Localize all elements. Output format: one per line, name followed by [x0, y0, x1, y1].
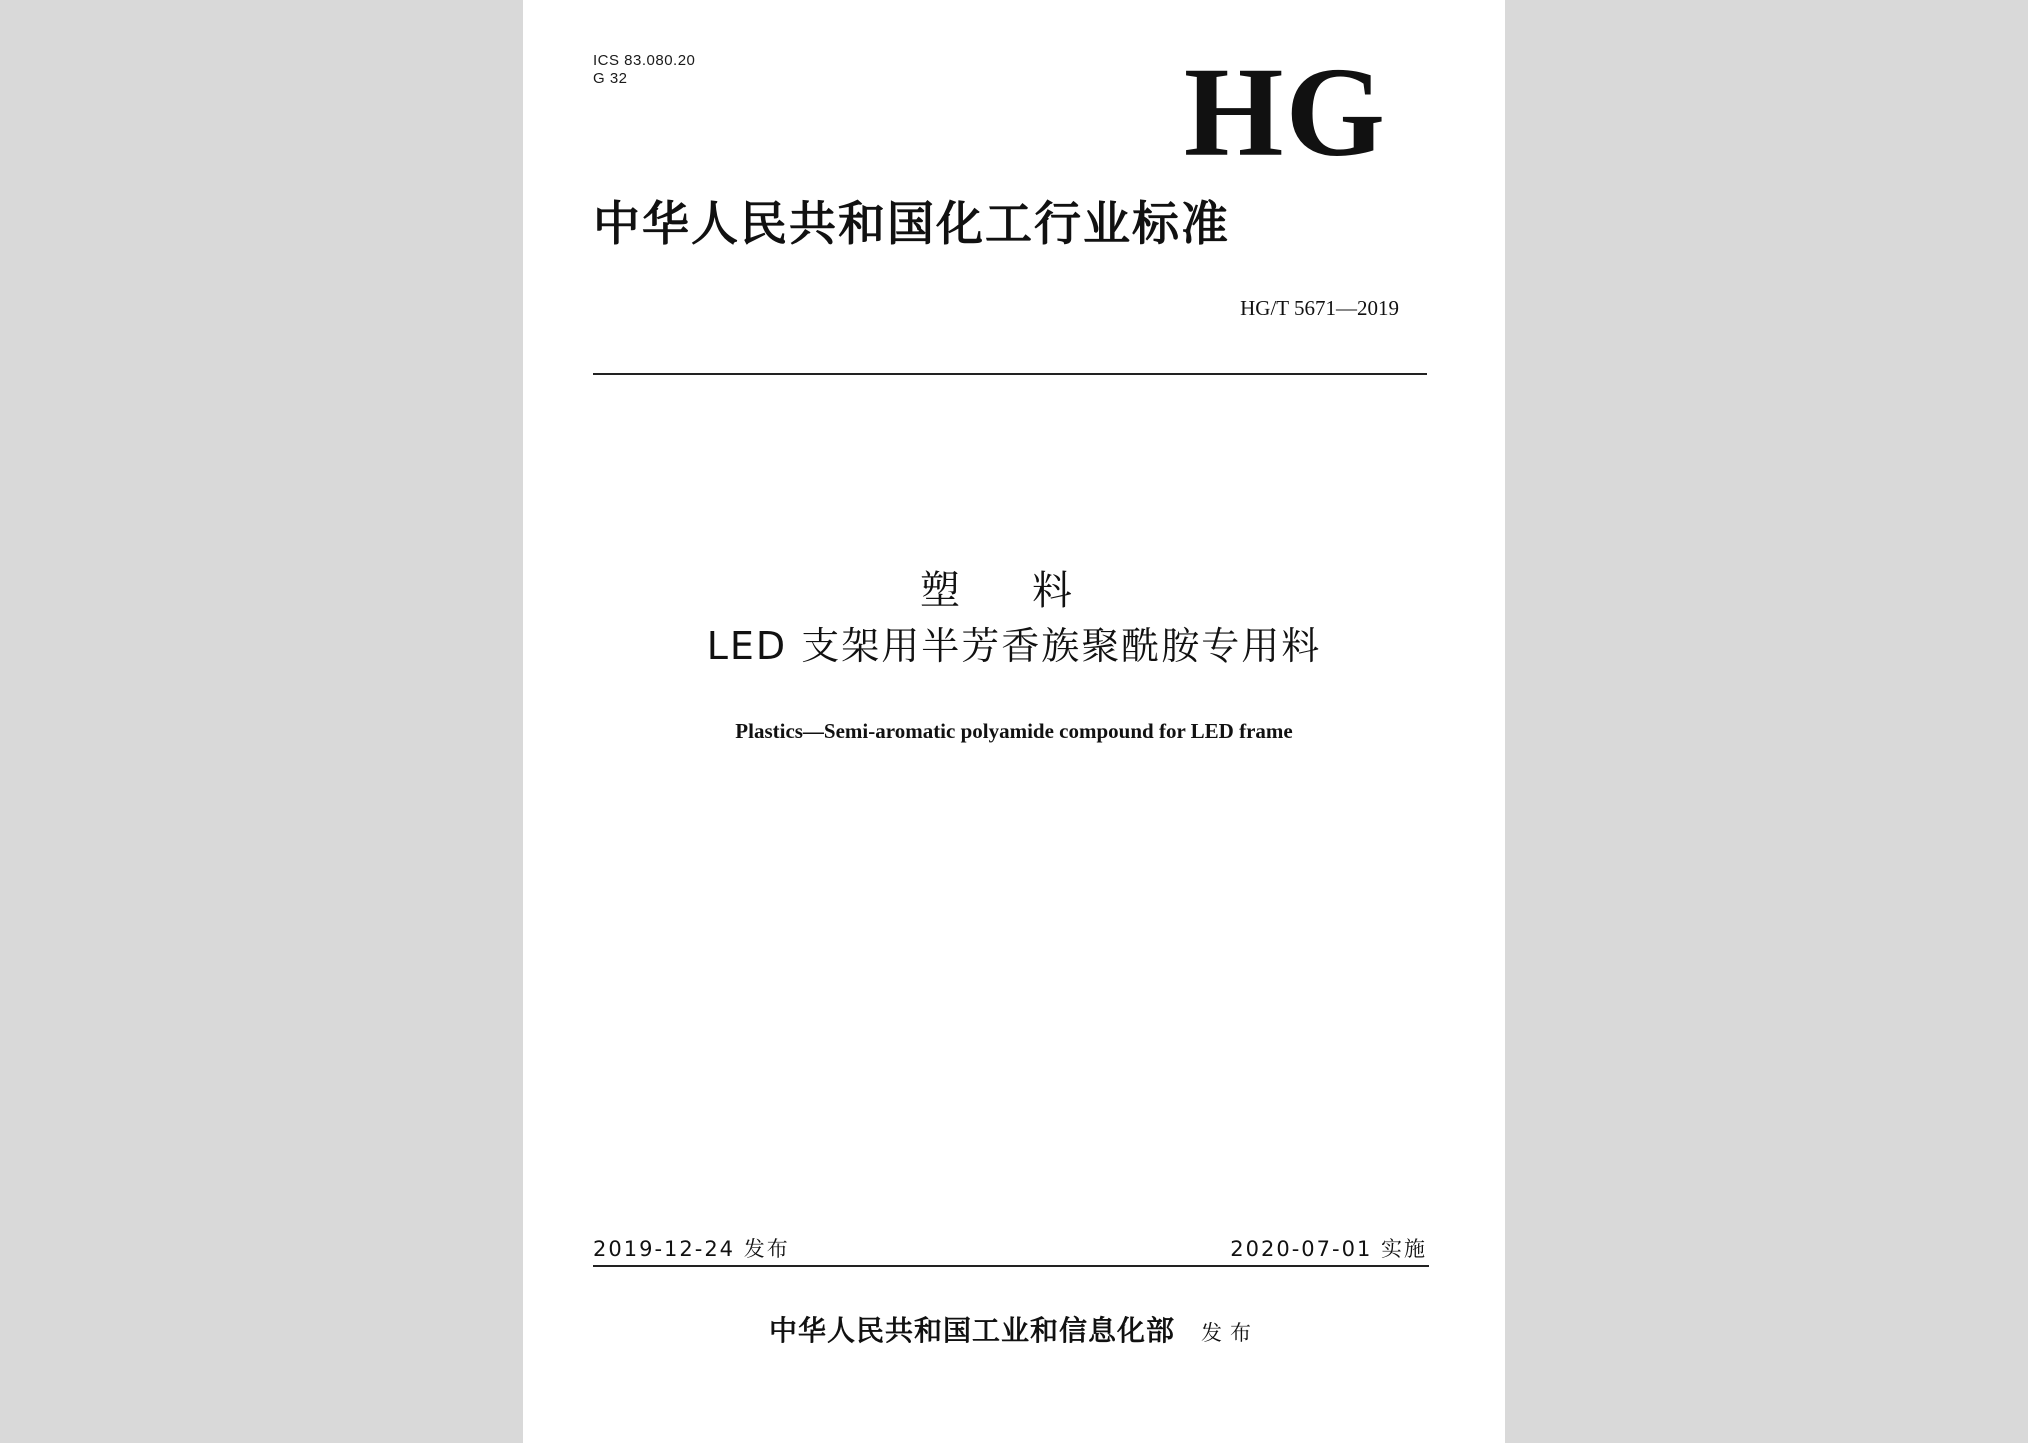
standard-title: 中华人民共和国化工行业标准 [593, 197, 1230, 252]
bottom-divider [593, 1265, 1429, 1267]
implementation-date: 2020-07-01 实施 [1230, 1237, 1427, 1261]
document-page [523, 0, 1505, 1443]
top-divider [593, 373, 1427, 375]
document-title-english: Plastics—Semi-aromatic polyamide compound for LED frame [735, 719, 1293, 743]
document-title-line-2: LED 支架用半芳香族聚酰胺专用料 [706, 624, 1322, 668]
category-code: G 32 [593, 70, 628, 87]
hg-logo: HG [1183, 41, 1387, 183]
standard-number: HG/T 5671—2019 [1240, 296, 1399, 320]
issue-date: 2019-12-24 发布 [593, 1237, 790, 1261]
publisher-line [523, 1313, 1505, 1351]
ics-code: ICS 83.080.20 [593, 52, 696, 69]
document-title-line-1: 塑料 [920, 568, 1144, 614]
classification-codes [593, 52, 695, 88]
publisher-action: 发布 [1201, 1321, 1259, 1345]
publisher-name: 中华人民共和国工业和信息化部 [768, 1314, 1175, 1347]
